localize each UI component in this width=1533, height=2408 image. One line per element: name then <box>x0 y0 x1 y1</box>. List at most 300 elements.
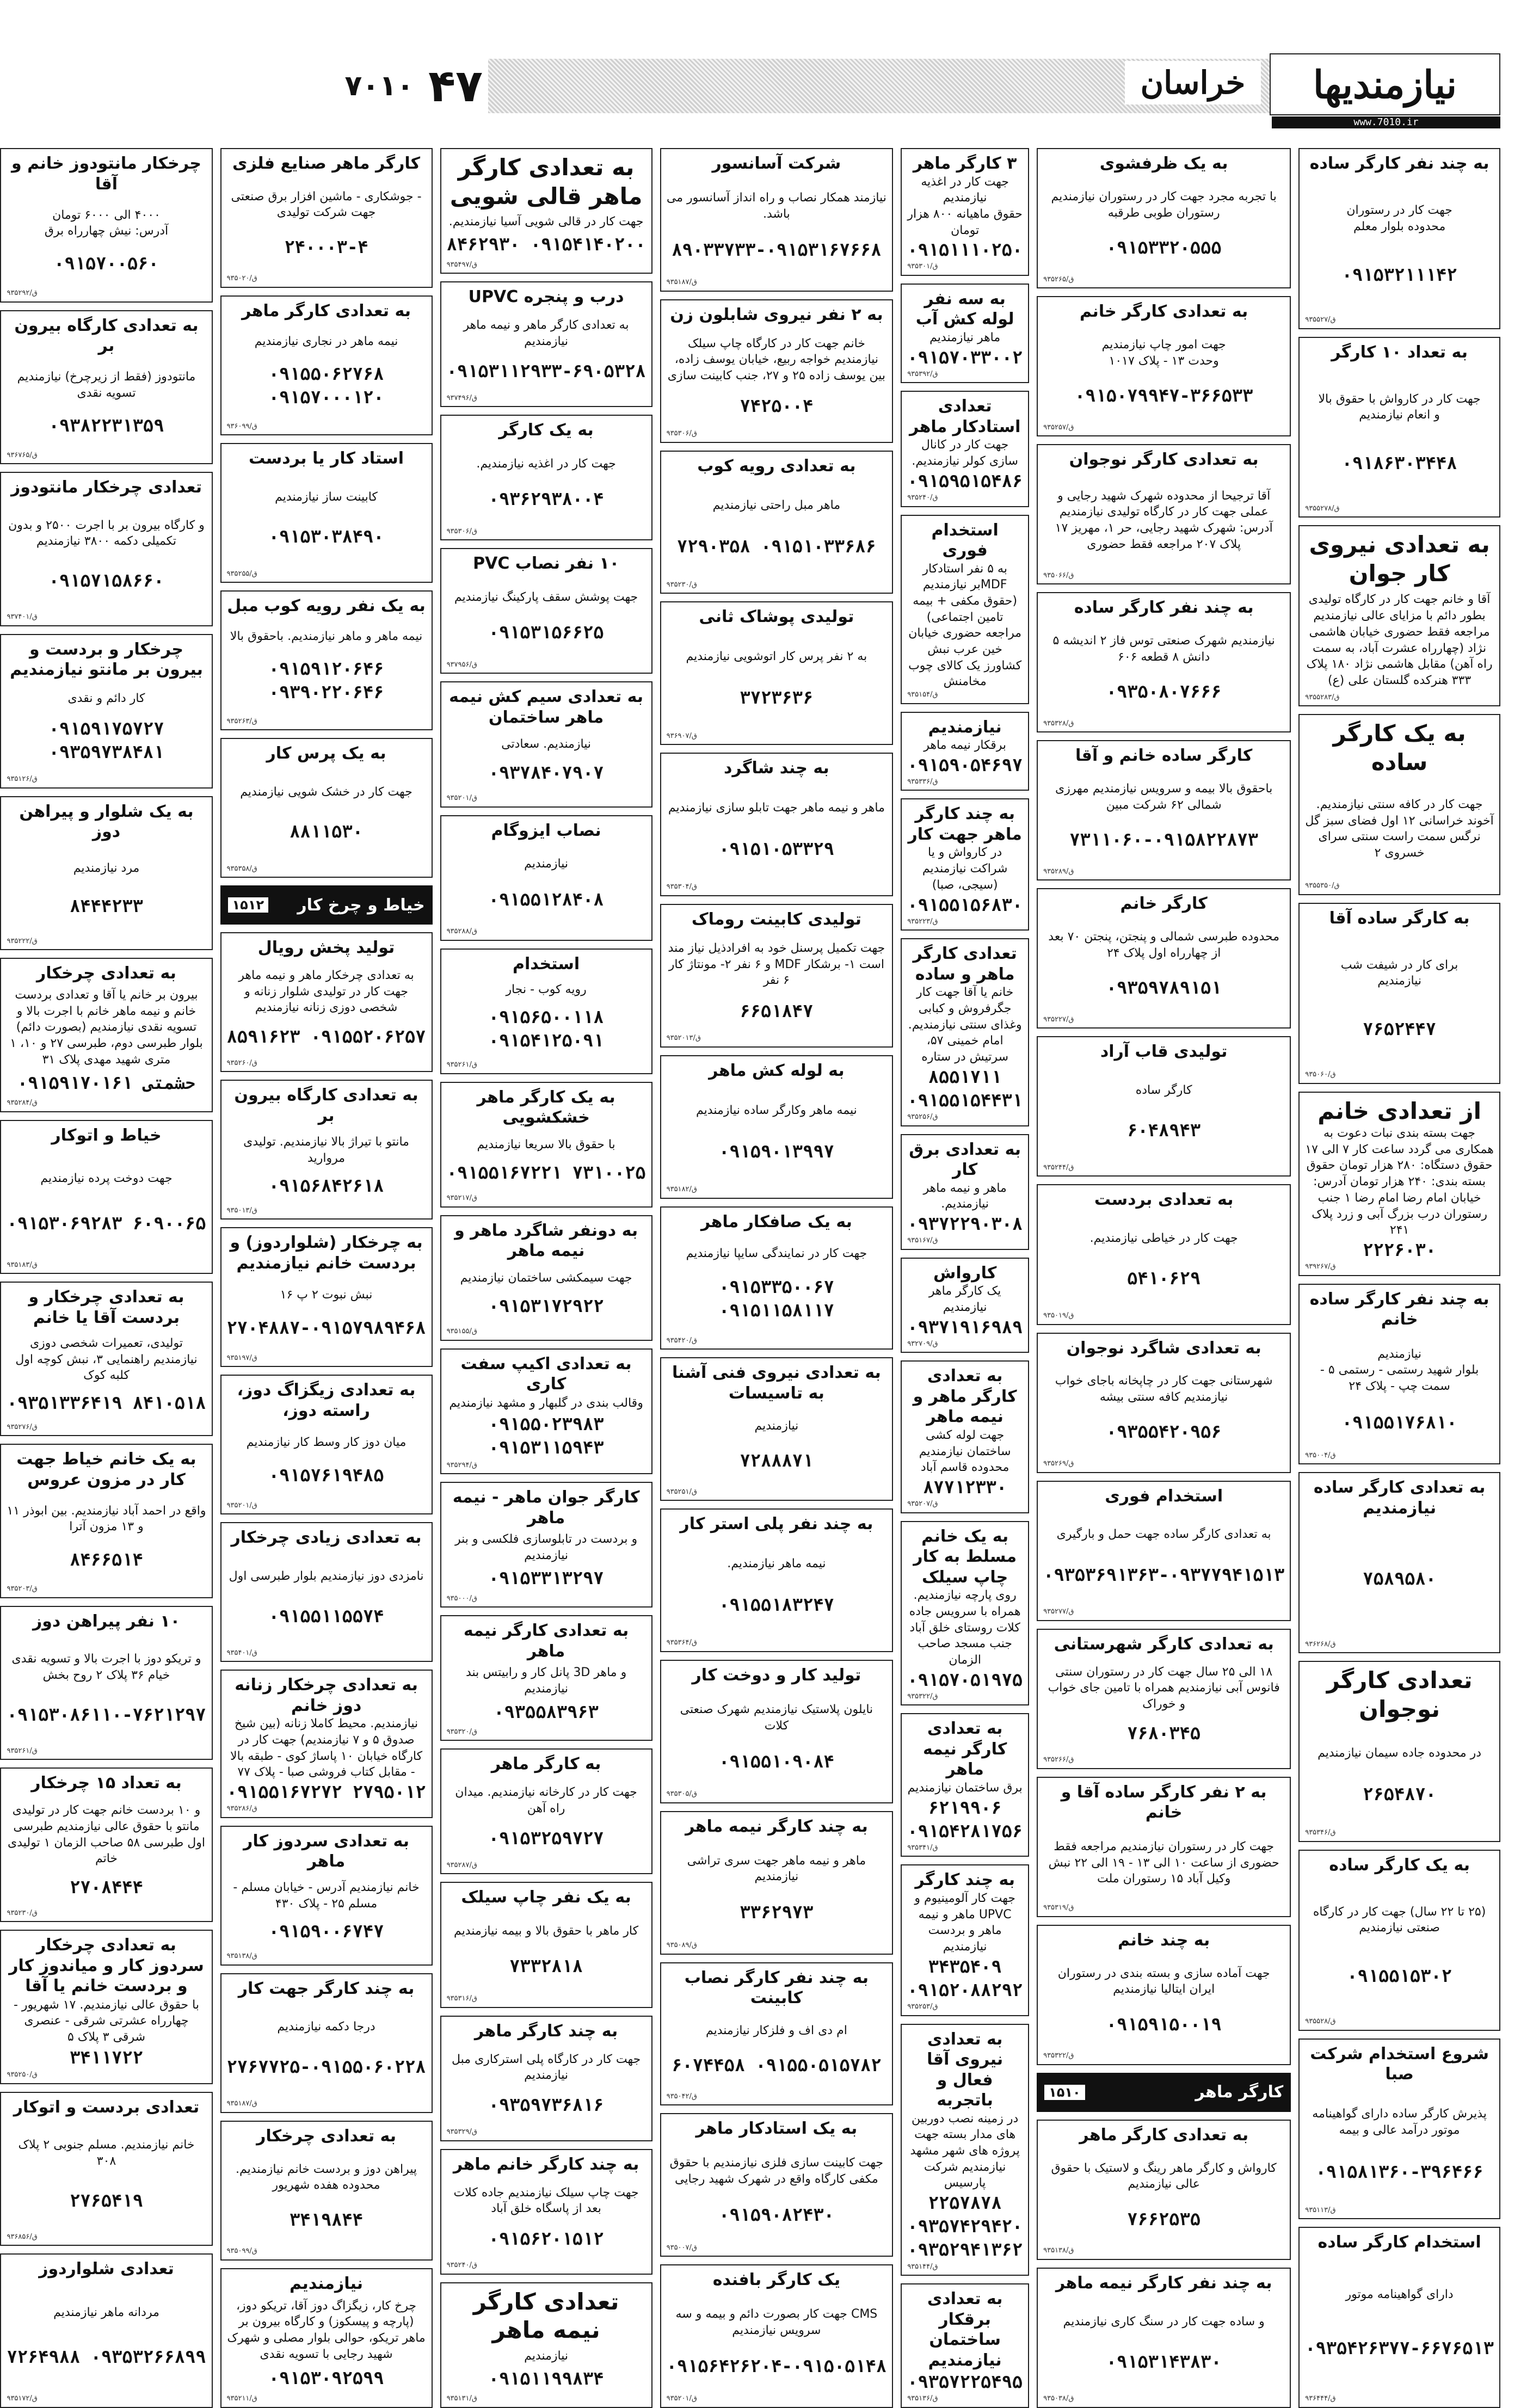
classified-ad <box>440 1615 652 1741</box>
ad-body: نیازمندیم. محیط کاملا زنانه (بین شیخ صدوق ۵ و ۷ نیازمندیم) جهت کار در کارگاه خیابان ۱۰ پاساژ کوی - طبقه بالا - مقابل کتاب فروشی صبا - پلاک ۷۷ <box>230 1717 423 1779</box>
ad-phone: ۰۹۱۵۳۳۲۰۵۵۵ <box>1106 237 1222 258</box>
ad-code: ق/۹۳۵۲۲۲ <box>7 937 38 945</box>
ad-phone: ۰۹۱۵۷۰۵۱۹۷۵ <box>907 1669 1023 1690</box>
ad-body: نیازمندیم. سعادتی <box>501 737 591 752</box>
ad-heading: تعدادی کارگر نوجوان <box>1326 1667 1473 1722</box>
classified-ad <box>901 798 1029 931</box>
ad-code: ق/۹۳۷۴۰۱ <box>7 613 38 621</box>
ad-heading: به چند نفر کارگر ساده خانم <box>1309 1289 1489 1329</box>
ad-body: و ۱۰ بردست خانم جهت کار در تولیدی مانتو با حقوق عالی نیازمندیم طبرسی اول طبرسی ۵۸ صاحب الزمان ۱ تولیدی خاتم <box>7 1803 205 1866</box>
ad-body: به ۵ نفر استادکار MDFبر نیازمندیم (حقوق مکفی + بیمه تامین اجتماعی) مراجعه حضوری خیابان خین عرب نبش کشاورز یک کالای چوب مخامنش <box>908 562 1022 689</box>
classified-ad <box>901 1864 1029 2016</box>
ad-body: باحقوق بالا بیمه و سرویس نیازمندیم مهرزی شمالی ۶۲ شرکت مبین <box>1055 782 1273 812</box>
classified-ad <box>220 2121 433 2261</box>
ad-phone: ۰۹۱۵۵۱۱۵۵۷۴ <box>268 1605 384 1627</box>
ad-code: ق/۹۳۶۴۴۴ <box>1305 2394 1336 2403</box>
ad-body: با حقوق عالی نیازمندیم. ۱۷ شهریور - چهارراه عشرتی شرقی - عنصری شرقی ۳ پلاک ۵ <box>13 1998 200 2044</box>
ad-body: نیازمندیم شهرک صنعتی توس فاز ۲ اندیشه ۵ دانش ۸ قطعه ۶۰۶ <box>1052 634 1275 664</box>
ad-code: ق/۹۳۵۱۸۷ <box>226 2099 257 2108</box>
ad-body: روی پارچه نیازمندیم. همراه با سرویس جاده کلات روستای خلق آباد جنب مسجد صاحب الزمان <box>909 1588 1021 1667</box>
ad-code: ق/۹۳۵۳۰۶ <box>446 527 477 535</box>
ad-code: ق/۹۳۵۱۳۸ <box>226 1952 257 1961</box>
ad-heading: به یک کارگر ساده <box>1329 1855 1470 1875</box>
ad-phone: ۰۹۱۵۷۰۳۳۰۰۲ <box>907 347 1023 368</box>
classified-ad <box>1298 2227 1500 2408</box>
ad-heading: به تعدادی چرخکار و بردست آقا یا خانم <box>28 1288 184 1327</box>
ad-code: ق/۹۳۵۱۳۶ <box>907 2394 938 2403</box>
ad-phone: ۰۹۱۵۵۱۷۶۸۱۰ <box>1341 1412 1457 1433</box>
ad-phone: ۸۵۵۱۷۱۱ ۰۹۱۵۵۱۵۴۴۳۱ <box>907 1066 1023 1111</box>
ad-heading: به تعدادی اکیپ سفت کاری <box>460 1354 632 1394</box>
ad-phone: ۰۹۱۵۶۲۰۱۵۱۲ <box>488 2228 604 2249</box>
ad-heading: به چند نفر پلی استر کار <box>680 1514 873 1534</box>
ad-body: در زمینه نصب دوربین های مدار بسته جهت پروژه های شهر مشهد نیازمندیم شرکت پارسیس <box>910 2111 1020 2190</box>
ad-code: ق/۹۳۵۲۴۰ <box>907 493 938 502</box>
classified-ad <box>1037 444 1291 584</box>
classified-ad <box>660 1508 894 1652</box>
ad-heading: به یک استادکار ماهر <box>695 2119 858 2139</box>
classified-ad <box>660 148 894 292</box>
ad-heading: به تعداد ۱۰ کارگر <box>1331 342 1468 362</box>
ad-body: درجا دکمه نیازمندیم <box>277 2020 375 2034</box>
classified-ad <box>660 1357 894 1501</box>
ad-body: نیازمندیم بلوار شهید رستمی - رستمی ۵ - سمت چپ - پلاک ۲۴ <box>1320 1347 1479 1393</box>
ad-column <box>1037 148 1291 2408</box>
ad-body: نیمه ماهر در نجاری نیازمندیم <box>254 335 398 349</box>
ad-code: ق/۹۳۵۳۲۸ <box>1043 719 1074 728</box>
ad-phone: ۰۹۱۵۹۱۷۵۷۲۷ ۰۹۳۵۹۷۳۸۴۸۱ <box>48 718 164 762</box>
ad-heading: نصاب ایزوگام <box>491 821 601 840</box>
ad-heading: یک کارگر بافنده <box>712 2270 841 2290</box>
ad-body: و تریکو دوز با اجرت بالا و تسویه نقدی خیام ۳۶ پلاک ۲ روح بخش <box>11 1652 201 1682</box>
ad-phone: ۳۳۶۲۹۷۳ <box>740 1902 814 1923</box>
ad-code: ق/۹۳۵۲۴۰ <box>446 2261 477 2270</box>
ad-code: ق/۹۳۵۳۱۶ <box>446 1994 477 2003</box>
ad-phone: ۰۹۱۵۳۱۵۶۶۲۵ <box>488 622 604 643</box>
ad-phone: ۷۳۱۱۰۶۰-۰۹۱۵۸۲۲۸۷۳ <box>1069 829 1259 851</box>
ad-phone: ۰۹۱۵۳۲۱۱۱۴۲ <box>1341 264 1457 285</box>
classified-ad <box>901 1360 1029 1513</box>
ad-phone: ۷۵۸۹۵۸۰ <box>1363 1568 1437 1589</box>
ad-code: ق/۹۳۵۳۱۹ <box>1043 1904 1074 1912</box>
ad-column <box>660 148 894 2408</box>
classified-ad <box>901 1713 1029 1857</box>
ad-heading: استخدام کارگر ساده <box>1317 2233 1481 2252</box>
ad-code: ق/۹۳۵۲۰۱۳ <box>666 1034 701 1043</box>
ad-phone: ۰۹۱۵۶۵۰۰۱۱۸ ۰۹۱۵۴۱۲۵۰۹۱ <box>488 1006 604 1051</box>
ad-body: جهت بسته بندی نبات دعوت به همکاری می گردد ساعت کار ۷ الی ۱۷ حقوق دستگاه: ۲۸۰ هزار تومان حقوق بسته بندی: ۲۴۰ هزار تومان آدرس: خیابان امام رضا امام رضا ۱ جنب رستوران درب بزرگ آبی و زرد پلاک ۲۴۱ <box>1305 1126 1494 1237</box>
ad-heading: به تعدادی شاگرد نوجوان <box>1066 1338 1261 1358</box>
ad-code: ق/۹۳۵۲۶۱ <box>7 1746 38 1755</box>
masthead <box>336 49 1500 128</box>
ad-body: CMS جهت کار بصورت دائم و بیمه و سه سرویس نیازمندیم <box>675 2307 878 2337</box>
ad-phone: ۰۹۳۵۵۸۳۹۶۳ <box>494 1701 599 1722</box>
classified-ad <box>0 634 212 789</box>
ad-body: کابینت ساز نیازمندیم <box>275 490 378 504</box>
classified-ad <box>440 548 652 674</box>
ad-code: ق/۹۳۵۲۸۹ <box>1043 867 1074 876</box>
ad-phone: ۰۹۱۸۶۳۰۳۴۴۸ <box>1341 453 1457 474</box>
classified-ad <box>1037 1036 1291 1177</box>
classified-ad <box>1037 1777 1291 1917</box>
ad-body: کارگر ساده <box>1135 1083 1192 1098</box>
classified-ad <box>901 1258 1029 1353</box>
ad-phone: ۷۲۹۰۳۵۸ ۰۹۱۵۱۰۳۳۶۸۶ <box>676 536 876 557</box>
classified-ad <box>1037 1333 1291 1473</box>
ad-body: وقالب بندی در گلبهار و مشهد نیازمندیم <box>449 1396 643 1411</box>
ad-phone: ۰۹۱۵۷۰۰۵۶۰ <box>54 253 159 274</box>
classified-ad <box>1298 1472 1500 1653</box>
ad-phone: ۸۷۷۱۲۳۳۰ <box>923 1476 1007 1498</box>
ad-code: ق/۹۳۵۱۴۴ <box>907 2262 938 2271</box>
ad-body: جهت کار در خشک شویی نیازمندیم <box>240 785 413 799</box>
classified-ad <box>220 932 433 1072</box>
classified-ad <box>440 815 652 941</box>
ad-code: ق/۹۳۵۱۸۳ <box>7 1260 38 1269</box>
ad-code: ق/۹۳۵۰۶۶ <box>1043 571 1074 580</box>
classified-ad <box>901 1521 1029 1706</box>
ad-heading: به یک خانم خیاط جهت کار در مزون عروس <box>16 1450 196 1489</box>
classified-ad <box>901 148 1029 276</box>
ad-phone: ۸۴۶۲۹۳۰ ۰۹۱۵۴۱۴۰۲۰۰ <box>446 234 646 255</box>
ad-phone: ۰۹۱۵۶۴۲۶۲۰۴-۰۹۱۵۰۵۱۴۸ <box>666 2355 887 2376</box>
ad-heading: به یک شلوار و پیراهن دوز <box>19 802 194 842</box>
ad-heading: به چند خانم <box>1118 1930 1210 1950</box>
ad-body: جهت پوشش سقف پارکینگ نیازمندیم <box>454 590 638 605</box>
ad-code: ق/۹۳۵۲۹۲ <box>7 289 38 298</box>
ad-heading: به تعدادی کارگاه بیرون بر <box>234 1086 418 1125</box>
ad-heading: استخدام <box>512 954 580 974</box>
classified-ad <box>440 2282 652 2408</box>
ad-code: ق/۹۳۵۲۵۵ <box>226 569 257 578</box>
ad-phone: ۶۶۵۱۸۴۷ <box>740 1000 814 1021</box>
ad-code: ق/۹۳۵۳۲۰ <box>446 1727 477 1736</box>
ad-phone: ۰۹۱۵۹۰۸۲۴۳۰ <box>718 2204 834 2226</box>
ad-heading: تعدادی بردست و اتوکار <box>13 2097 200 2117</box>
classified-ad <box>660 904 894 1048</box>
ad-heading: به تعدادی سردوز کار ماهر <box>243 1831 410 1871</box>
ad-body: و ساده جهت کار در سنگ کاری نیازمندیم <box>1063 2314 1265 2329</box>
ad-phone: ۰۹۳۸۲۲۳۱۳۵۹ <box>48 415 164 436</box>
ad-heading: به لوله کش ماهر <box>709 1061 845 1080</box>
ad-code: ق/۹۳۵۵۲۷۸ <box>1305 504 1340 513</box>
ad-phone: ۲۴۰۰۰۳-۴ <box>284 237 368 258</box>
page-number: ۴۷ <box>428 60 483 112</box>
ad-body: محدوده طبرسی شمالی و پنجتن، پنجتن ۷۰ بعد از چهارراه اول پلاک ۲۴ <box>1048 930 1280 960</box>
ad-phone: ۰۹۱۵۳۱۷۲۹۲۲ <box>488 1296 604 1317</box>
ad-code: ق/۹۳۵۳۰۱ <box>907 262 938 271</box>
ad-heading: به چند شاگرد <box>723 759 829 778</box>
ad-heading: به تعداد ۱۵ چرخکار <box>31 1773 182 1793</box>
classified-ad <box>220 1973 433 2113</box>
ad-code: ق/۹۳۵۰۶۰ <box>1305 1070 1336 1079</box>
ad-heading: به یک خانم مسلط به کار چاپ سیلک <box>913 1526 1017 1587</box>
ad-phone: ۰۹۱۵۰۷۹۹۴۷-۳۶۶۵۳۳ <box>1074 385 1253 406</box>
ad-code: ق/۹۳۵۲۲۳ <box>907 917 938 926</box>
section-header <box>220 885 433 925</box>
ad-phone: ۷۲۸۸۸۷۱ <box>740 1450 814 1471</box>
ad-phone: ۰۹۱۵۹۱۵۰۰۱۹ <box>1106 2013 1222 2035</box>
classified-ad <box>220 443 433 583</box>
ad-code: ق/۹۳۵۲۱۱ <box>226 2394 257 2403</box>
ad-code: ق/۹۳۵۰۰۷ <box>666 2243 697 2252</box>
classified-ad <box>440 949 652 1074</box>
classified-ad <box>220 738 433 878</box>
ad-code: ق/۹۳۵۳۰۶ <box>666 429 697 438</box>
ad-code: ق/۹۳۵۲۰۱ <box>446 793 477 802</box>
classified-ad <box>1298 148 1500 329</box>
ad-phone: ۷۴۲۵۰۰۴ <box>740 396 814 417</box>
ad-body: به ۲ نفر پرس کار اتوشویی نیازمندیم <box>686 650 867 664</box>
ad-code: ق/۹۳۵۳۲۲ <box>1043 2052 1074 2060</box>
classified-ad <box>660 601 894 745</box>
ad-body: جهت دوخت پرده نیازمندیم <box>40 1172 173 1186</box>
ad-heading: ۱۰ نفر پیراهن دوز <box>32 1611 181 1631</box>
classified-ad <box>0 2092 212 2246</box>
classified-ad <box>1037 740 1291 880</box>
ad-body: جهت کار در رستوران نیازمندیم مراجعه فقط حضوری از ساعت ۱۰ الی ۱۳ - ۱۹ الی ۲۲ نبش وکیل آباد ۱۵ رستوران ملت <box>1048 1839 1279 1886</box>
ad-heading: تولید کار و دوخت کار <box>692 1665 861 1685</box>
ad-body: ۴۰۰۰ الی ۶۰۰۰ تومان آدرس: نیش چهارراه برق <box>44 208 169 238</box>
ad-code: ق/۹۳۵۲۶۱ <box>446 1061 477 1069</box>
ad-phone: ۲۷۶۵۴۱۹ <box>70 2190 143 2211</box>
ad-code: ق/۹۳۵۳۵۸ <box>226 864 257 873</box>
ad-code: ق/۹۳۵۰۴۲ <box>666 2092 697 2101</box>
ad-phone: ۷۲۶۴۹۸۸ ۰۹۳۵۳۲۶۶۸۹۹ <box>7 2347 206 2368</box>
ad-phone: ۰۹۱۵۹۱۷۰۱۶۱ حشمتی <box>17 1072 196 1093</box>
ad-phone: ۰۹۱۵۵۱۰۹۰۸۴ <box>718 1751 834 1772</box>
ad-heading: به تعدادی کارگر نیمه ماهر <box>922 1719 1007 1779</box>
ad-heading: تعدادی استادکار ماهر <box>909 397 1021 436</box>
classified-ad <box>220 2268 433 2408</box>
ad-heading: نیازمندیم <box>928 717 1002 737</box>
ad-body: ماهر مبل راحتی نیازمندیم <box>712 498 841 513</box>
ad-code: ق/۹۳۵۱۳۸ <box>1043 2246 1074 2255</box>
classified-grid <box>7 148 1500 2403</box>
ad-phone: ۰۹۳۵۳۶۹۱۳۶۳-۰۹۳۷۷۹۴۱۵۱۳ <box>1043 1564 1285 1585</box>
ad-phone: ۰۹۳۵۱۳۳۶۴۱۹ ۸۴۱۰۵۱۸ <box>7 1392 206 1413</box>
ad-body: نیازمندیم <box>754 1419 799 1433</box>
ad-phone: ۲۷۶۷۷۲۵-۰۹۱۵۵۰۶۰۲۲۸ <box>226 2056 426 2078</box>
ad-code: ق/۹۳۵۵۲۸۳ <box>1305 693 1340 701</box>
ad-body: خانم نیازمندیم. مسلم جنوبی ۲ پلاک ۳۰۸ <box>18 2138 195 2168</box>
ad-body: برای کار در شیفت شب نیازمندیم <box>1340 958 1458 988</box>
ad-code: ق/۹۳۵۱۶۷ <box>907 1236 938 1245</box>
ad-heading: کارگر جوان ماهر - نیمه ماهر <box>452 1488 640 1528</box>
ad-code: ق/۹۳۵۲۳۰ <box>7 1908 38 1917</box>
ad-heading: به یک نفر رویه کوب مبل <box>227 596 426 616</box>
ad-code: ق/۹۳۵۲۷۷ <box>1043 1608 1074 1616</box>
ad-heading: به یک نفر چاپ سیلک <box>461 1888 631 1907</box>
ad-body: جهت امور چاپ نیازمندیم وحدت ۱۳ - پلاک ۱۰۱۷ <box>1101 338 1226 368</box>
ad-code: ق/۹۳۵۳۶۴ <box>666 1639 697 1647</box>
ad-heading: به چند نفر کارگر نیمه ماهر <box>1055 2273 1272 2293</box>
classified-ad <box>220 590 433 730</box>
ad-code: ق/۹۳۵۳۹۲ <box>907 369 938 378</box>
ad-heading: به چند نفر کارگر نصاب کابینت <box>684 1968 869 2008</box>
ad-code: ق/۹۳۵۳۰۴ <box>666 883 697 891</box>
ad-body: آقا ترجیحا از محدوده شهرک شهید رجایی و عملی جهت کار در کارگاه تولیدی نیازمندیم آدرس: شهرک شهید رجایی، حر ۱، مهریز ۱۷ پلاک ۲۰۷ مراجعه فقط حضوری <box>1055 489 1273 551</box>
classified-ad <box>0 1444 212 1598</box>
section-title: نیازمندیها <box>1313 61 1457 107</box>
ad-code: ق/۹۳۵۲۸۴ <box>7 1099 38 1107</box>
ad-code: ق/۹۳۵۴۲۰ <box>666 1336 697 1345</box>
ad-code: ق/۹۳۵۲۵۶ <box>907 1113 938 1122</box>
ad-body: نیازمندیم <box>524 2349 568 2363</box>
ad-code: ق/۹۳۵۲۸۸ <box>446 927 477 936</box>
ad-heading: تولیدی قاب آراد <box>1100 1042 1228 1062</box>
ad-body: بیرون بر خانم یا آقا و تعدادی بردست خانم و نیمه ماهر خانم با اجرت بالا و تسویه نقدی نیازمندیم (بصورت دائم) بلوار طبرسی دوم، طبرسی ۲۷ و ۱۰، ۱ متری شهید مهدی پلاک ۳۱ <box>10 988 203 1067</box>
ad-body: جهت کار در قالی شویی آسیا نیازمندیم. <box>448 214 644 229</box>
ad-heading: کارگر ساده خانم و آقا <box>1075 746 1253 766</box>
classified-ad <box>220 1080 433 1220</box>
ad-code: ق/۹۳۶۸۵۶ <box>7 2232 38 2241</box>
ad-code: ق/۹۳۵۲۰۱ <box>666 2394 697 2403</box>
ad-column <box>220 148 433 2408</box>
website: www.7010.ir <box>1272 116 1500 128</box>
ad-code: ق/۹۳۵۰۸۹ <box>666 1941 697 1949</box>
classified-ad <box>660 1055 894 1199</box>
ad-heading: نیازمندیم <box>290 2274 364 2293</box>
ad-body: کارواش و کارگر ماهر رینگ و لاستیک با حقوق عالی نیازمندیم <box>1051 2161 1277 2191</box>
classified-ad <box>440 415 652 540</box>
ad-body: واقع در احمد آباد نیازمندیم. بین ابوذر ۱۱ و ۱۳ مزون آترا <box>7 1504 206 1534</box>
ad-body: با حقوق بالا سریعا نیازمندیم <box>477 1137 615 1151</box>
classified-ad <box>1298 903 1500 1084</box>
ad-heading: تعدادی شلواردوز <box>39 2259 174 2279</box>
classified-ad <box>1298 1092 1500 1276</box>
classified-ad <box>220 1522 433 1662</box>
ad-phone: ۰۹۱۵۱۱۱۰۲۵۰ <box>907 239 1023 261</box>
ad-body: نیمه ماهر وکارگر ساده نیازمندیم <box>696 1103 857 1117</box>
classified-ad <box>1298 1284 1500 1465</box>
ad-phone: ۳۴۳۵۴۰۹ ۰۹۱۵۲۰۸۸۲۹۲ <box>907 1956 1023 2000</box>
ad-phone: ۰۹۱۵۹۰۵۴۶۹۷ <box>907 754 1023 775</box>
ad-body: مانتو با تیراژ بالا نیازمندیم. تولیدی مروارید <box>243 1135 409 1165</box>
ad-body: کار ماهر با حقوق بالا و بیمه نیازمندیم <box>454 1924 639 1938</box>
classified-ad <box>1037 1481 1291 1621</box>
page-info <box>336 58 488 114</box>
ad-code: ق/۹۳۵۲۶۳ <box>226 717 257 725</box>
ad-code: ق/۹۳۶۲۶۸ <box>1305 1640 1336 1648</box>
classified-ad <box>440 2016 652 2141</box>
ad-body: مانتودوز (فقط از زیرچرخ) نیازمندیم تسویه نقدی <box>17 370 196 400</box>
ad-heading: به چند کارگر نیمه ماهر <box>685 1816 868 1836</box>
ad-phone: ۰۹۱۵۵۱۸۳۲۴۷ <box>718 1594 834 1615</box>
ad-code: ق/۹۳۵۴۰۱ <box>226 1648 257 1657</box>
ad-heading: به کارگر ساده آقا <box>1329 908 1470 928</box>
classified-ad <box>440 148 652 274</box>
ad-heading: به دونفر شاگرد ماهر و نیمه ماهر <box>454 1221 638 1261</box>
ad-phone: ۶۰۷۴۴۵۸ ۰۹۱۵۵۰۵۱۵۷۸۲ <box>672 2054 882 2076</box>
ad-heading: به تعدادی رویه کوب <box>697 456 856 476</box>
ad-body: به تعدادی چرخکار ماهر و نیمه ماهر جهت کار در تولیدی شلوار زنانه و شخصی دوزی زنانه نیازمندیم <box>238 968 414 1015</box>
masthead-brand <box>1125 49 1500 128</box>
ad-code: ق/۹۳۵۳۳۶ <box>907 777 938 786</box>
ad-heading: به تعدادی نیروی کار جوان <box>1309 531 1490 587</box>
classified-ad <box>440 1482 652 1608</box>
ad-phone: ۰۹۳۷۸۴۰۷۹۰۷ <box>488 762 604 783</box>
classified-ad <box>1298 714 1500 895</box>
ad-heading: به چند کارگر خانم ماهر <box>453 2154 639 2174</box>
classified-ad <box>1037 1184 1291 1325</box>
ad-body: نایلون پلاستیک نیازمندیم شهرک صنعتی کلات <box>680 1702 873 1733</box>
ad-heading: استخدام فوری <box>1105 1486 1223 1506</box>
ad-body: جهت کار آلومینیوم و UPVC ماهر و نیمه ماهر و بردست نیازمندیم <box>914 1891 1015 1954</box>
ad-heading: به ۲ نفر نیروی شابلون زن <box>670 305 883 324</box>
ad-heading: درب و پنجره UPVC <box>468 287 624 307</box>
ad-body: جهت سیمکشی ساختمان نیازمندیم <box>460 1271 632 1285</box>
classified-ad <box>901 1134 1029 1250</box>
ad-code: ق/۹۳۵۲۸۶ <box>226 1805 257 1813</box>
ad-code: ق/۹۳۵۲۶۵ <box>1043 275 1074 284</box>
ad-body: خانم یا آقا جهت کار جگرفروش و کبابی وغذای سنتی نیازمندیم. امام خمینی ۵۷، سرتیش در ستاره <box>908 986 1022 1064</box>
ad-phone: ۰۹۱۵۷۶۱۹۴۸۵ <box>268 1465 384 1486</box>
ad-code: ق/۹۳۵۱۵۵ <box>446 1327 477 1336</box>
ad-phone: ۰۹۱۵۳۲۵۹۷۲۷ <box>488 1828 604 1849</box>
ad-code: ق/۹۳۲۷۰۹ <box>907 1339 938 1348</box>
ad-phone: ۰۹۱۵۹۵۱۵۴۸۶ <box>907 470 1023 491</box>
classified-ad <box>0 148 212 303</box>
ad-phone: ۰۹۱۵۳۳۵۰۰۶۷ ۰۹۱۵۱۱۵۸۱۱۷ <box>718 1276 834 1321</box>
ad-phone: ۰۹۱۵۵۰۶۲۷۶۸ ۰۹۱۵۷۰۰۰۱۲۰ <box>268 363 384 408</box>
classified-ad <box>1037 1925 1291 2065</box>
ad-heading: چرخکار و بردست و بیرون بر مانتو نیازمندیم <box>10 639 203 680</box>
ad-phone: ۷۶۸۰۳۴۵ <box>1127 1723 1201 1744</box>
ad-code: ق/۹۳۵۰۰۴ <box>1305 1451 1336 1459</box>
ad-code: ق/۹۳۵۲۰۳ <box>7 1585 38 1593</box>
ad-code: ق/۹۳۵۳۰۵ <box>666 1790 697 1799</box>
ad-code: ق/۹۳۷۹۵۶ <box>446 660 477 669</box>
ad-heading: به تعدادی چرخکار <box>36 964 176 983</box>
ad-heading: تعدادی چرخکار مانتودوز <box>11 478 202 497</box>
ad-code: ق/۹۳۵۳۴۱ <box>907 1843 938 1852</box>
ad-body: پیراهن دوز و بردست خانم نیازمندیم. محدوده هفده شهریور <box>236 2162 417 2193</box>
ad-phone: ۰۹۱۵۱۰۵۳۳۲۹ <box>718 838 834 859</box>
ad-code: ق/۹۳۵۵۲۷ <box>1305 316 1336 324</box>
ad-body: جهت کار در اغذیه نیازمندیم. <box>476 457 616 471</box>
ad-heading: به چند نفر کارگر ساده <box>1074 598 1254 618</box>
ad-heading: به تعدادی زیگزاگ دوز، راسته دوز، <box>237 1381 416 1420</box>
ad-body: در محدوده جاده سیمان نیازمندیم <box>1317 1746 1482 1760</box>
section-header-title: کارگر ماهر <box>1195 2083 1284 2102</box>
ad-heading: شرکت آسانسور <box>712 154 841 173</box>
classified-ad <box>440 281 652 407</box>
ad-body: کار دائم و نقدی <box>67 691 145 705</box>
classified-ad <box>0 1120 212 1274</box>
classified-ad <box>1037 2120 1291 2260</box>
ad-heading: به چرخکار (شلواردوز) و بردست خانم نیازمندیم <box>230 1233 423 1273</box>
ad-body: جهت کابینت سازی فلزی نیازمندیم با حقوق مکفی کارگاه واقع در شهرک شهید رجایی <box>669 2156 884 2186</box>
ad-code: ق/۹۳۵۲۲۷ <box>1043 1015 1074 1024</box>
ad-code: ق/۹۳۵۰۱۳ <box>226 1206 257 1215</box>
ad-body: ام دی اف و فلزکار نیازمندیم <box>705 2024 847 2038</box>
ad-code: ق/۹۳۵۲۶۹ <box>1043 1459 1074 1468</box>
ad-phone: ۰۹۳۵۹۷۳۶۸۱۶ <box>488 2095 604 2116</box>
ad-body: جهت کار در کافه سنتی نیازمندیم. آخوند خراسانی ۱۲ اول فضای سبز گل نرگس سمت راست سنتی سرای خسروی ۲ <box>1305 797 1494 860</box>
ad-body: جهت چاپ سیلک نیازمندیم جاده کلات بعد از پاسگاه خلق آباد <box>453 2185 639 2216</box>
ad-body: جهت کار در نمایندگی سایپا نیازمندیم <box>686 1246 867 1260</box>
ad-heading: کارواش <box>933 1263 997 1283</box>
ad-code: ق/۹۳۵۲۷۶ <box>7 1422 38 1431</box>
ad-code: ق/۹۳۵۲۸۷ <box>446 1861 477 1869</box>
classified-ad <box>1298 2039 1500 2220</box>
classified-ad <box>901 712 1029 791</box>
ad-body: ماهر و نیمه ماهر جهت سری تراشی نیازمندیم <box>687 1853 866 1884</box>
classified-ad <box>220 1670 433 1818</box>
ad-heading: به تعدادی کارگر ماهر و نیمه ماهر <box>913 1366 1017 1427</box>
classified-ad <box>220 1227 433 1367</box>
